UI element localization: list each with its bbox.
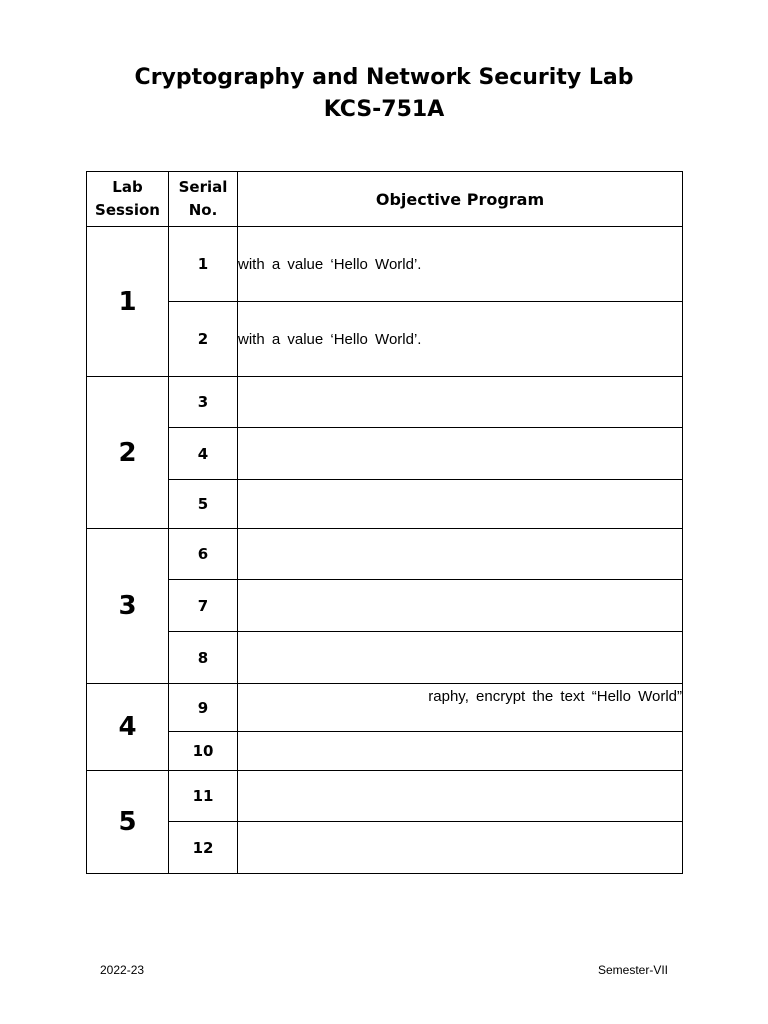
serial-no-cell: 1 bbox=[169, 227, 238, 302]
serial-no-cell: 2 bbox=[169, 302, 238, 377]
lab-session-cell: 4 bbox=[87, 684, 169, 771]
header-lab-session bbox=[87, 172, 169, 227]
table-row bbox=[87, 529, 683, 580]
table-header-row bbox=[87, 172, 683, 227]
header-serial-no bbox=[169, 172, 238, 227]
lab-schedule-table bbox=[86, 171, 683, 874]
table-row bbox=[87, 480, 683, 529]
serial-no-cell: 7 bbox=[169, 580, 238, 632]
table-row bbox=[87, 428, 683, 480]
objective-cell: raphy, encrypt the text “Hello World” bbox=[238, 684, 683, 732]
objective-cell: with a value ‘Hello World’. bbox=[238, 302, 683, 377]
footer-semester: Semester-VII bbox=[597, 963, 668, 977]
serial-no-cell: 5 bbox=[169, 480, 238, 529]
serial-no-cell: 3 bbox=[169, 377, 238, 428]
table-row bbox=[87, 227, 683, 302]
table-row bbox=[87, 377, 683, 428]
objective-cell bbox=[238, 377, 683, 428]
serial-no-cell: 10 bbox=[169, 732, 238, 771]
table-row bbox=[87, 732, 683, 771]
table-row bbox=[87, 771, 683, 822]
serial-no-cell: 9 bbox=[169, 684, 238, 732]
objective-cell bbox=[238, 732, 683, 771]
lab-session-cell: 1 bbox=[87, 227, 169, 377]
table-row bbox=[87, 822, 683, 874]
course-code: KCS-751A bbox=[323, 97, 445, 122]
header-lab-session-line1: Lab bbox=[112, 178, 143, 196]
header-serial-line2: No. bbox=[188, 201, 218, 219]
objective-cell bbox=[238, 632, 683, 684]
document-title: Cryptography and Network Security Lab bbox=[134, 65, 634, 90]
lab-session-cell: 2 bbox=[87, 377, 169, 529]
header-lab-session-line2: Session bbox=[95, 201, 160, 219]
objective-cell bbox=[238, 428, 683, 480]
table-row bbox=[87, 302, 683, 377]
objective-cell bbox=[238, 771, 683, 822]
objective-cell bbox=[238, 480, 683, 529]
footer-year: 2022-23 bbox=[100, 963, 145, 977]
table-row bbox=[87, 684, 683, 732]
objective-cell bbox=[238, 529, 683, 580]
header-serial-line1: Serial bbox=[178, 178, 228, 196]
lab-session-cell: 3 bbox=[87, 529, 169, 684]
serial-no-cell: 4 bbox=[169, 428, 238, 480]
objective-cell: with a value ‘Hello World’. bbox=[238, 227, 683, 302]
serial-no-cell: 11 bbox=[169, 771, 238, 822]
objective-cell bbox=[238, 822, 683, 874]
table-row bbox=[87, 632, 683, 684]
header-objective-program: Objective Program bbox=[238, 172, 683, 227]
serial-no-cell: 6 bbox=[169, 529, 238, 580]
lab-session-cell: 5 bbox=[87, 771, 169, 874]
objective-cell bbox=[238, 580, 683, 632]
serial-no-cell: 12 bbox=[169, 822, 238, 874]
serial-no-cell: 8 bbox=[169, 632, 238, 684]
table-row bbox=[87, 580, 683, 632]
